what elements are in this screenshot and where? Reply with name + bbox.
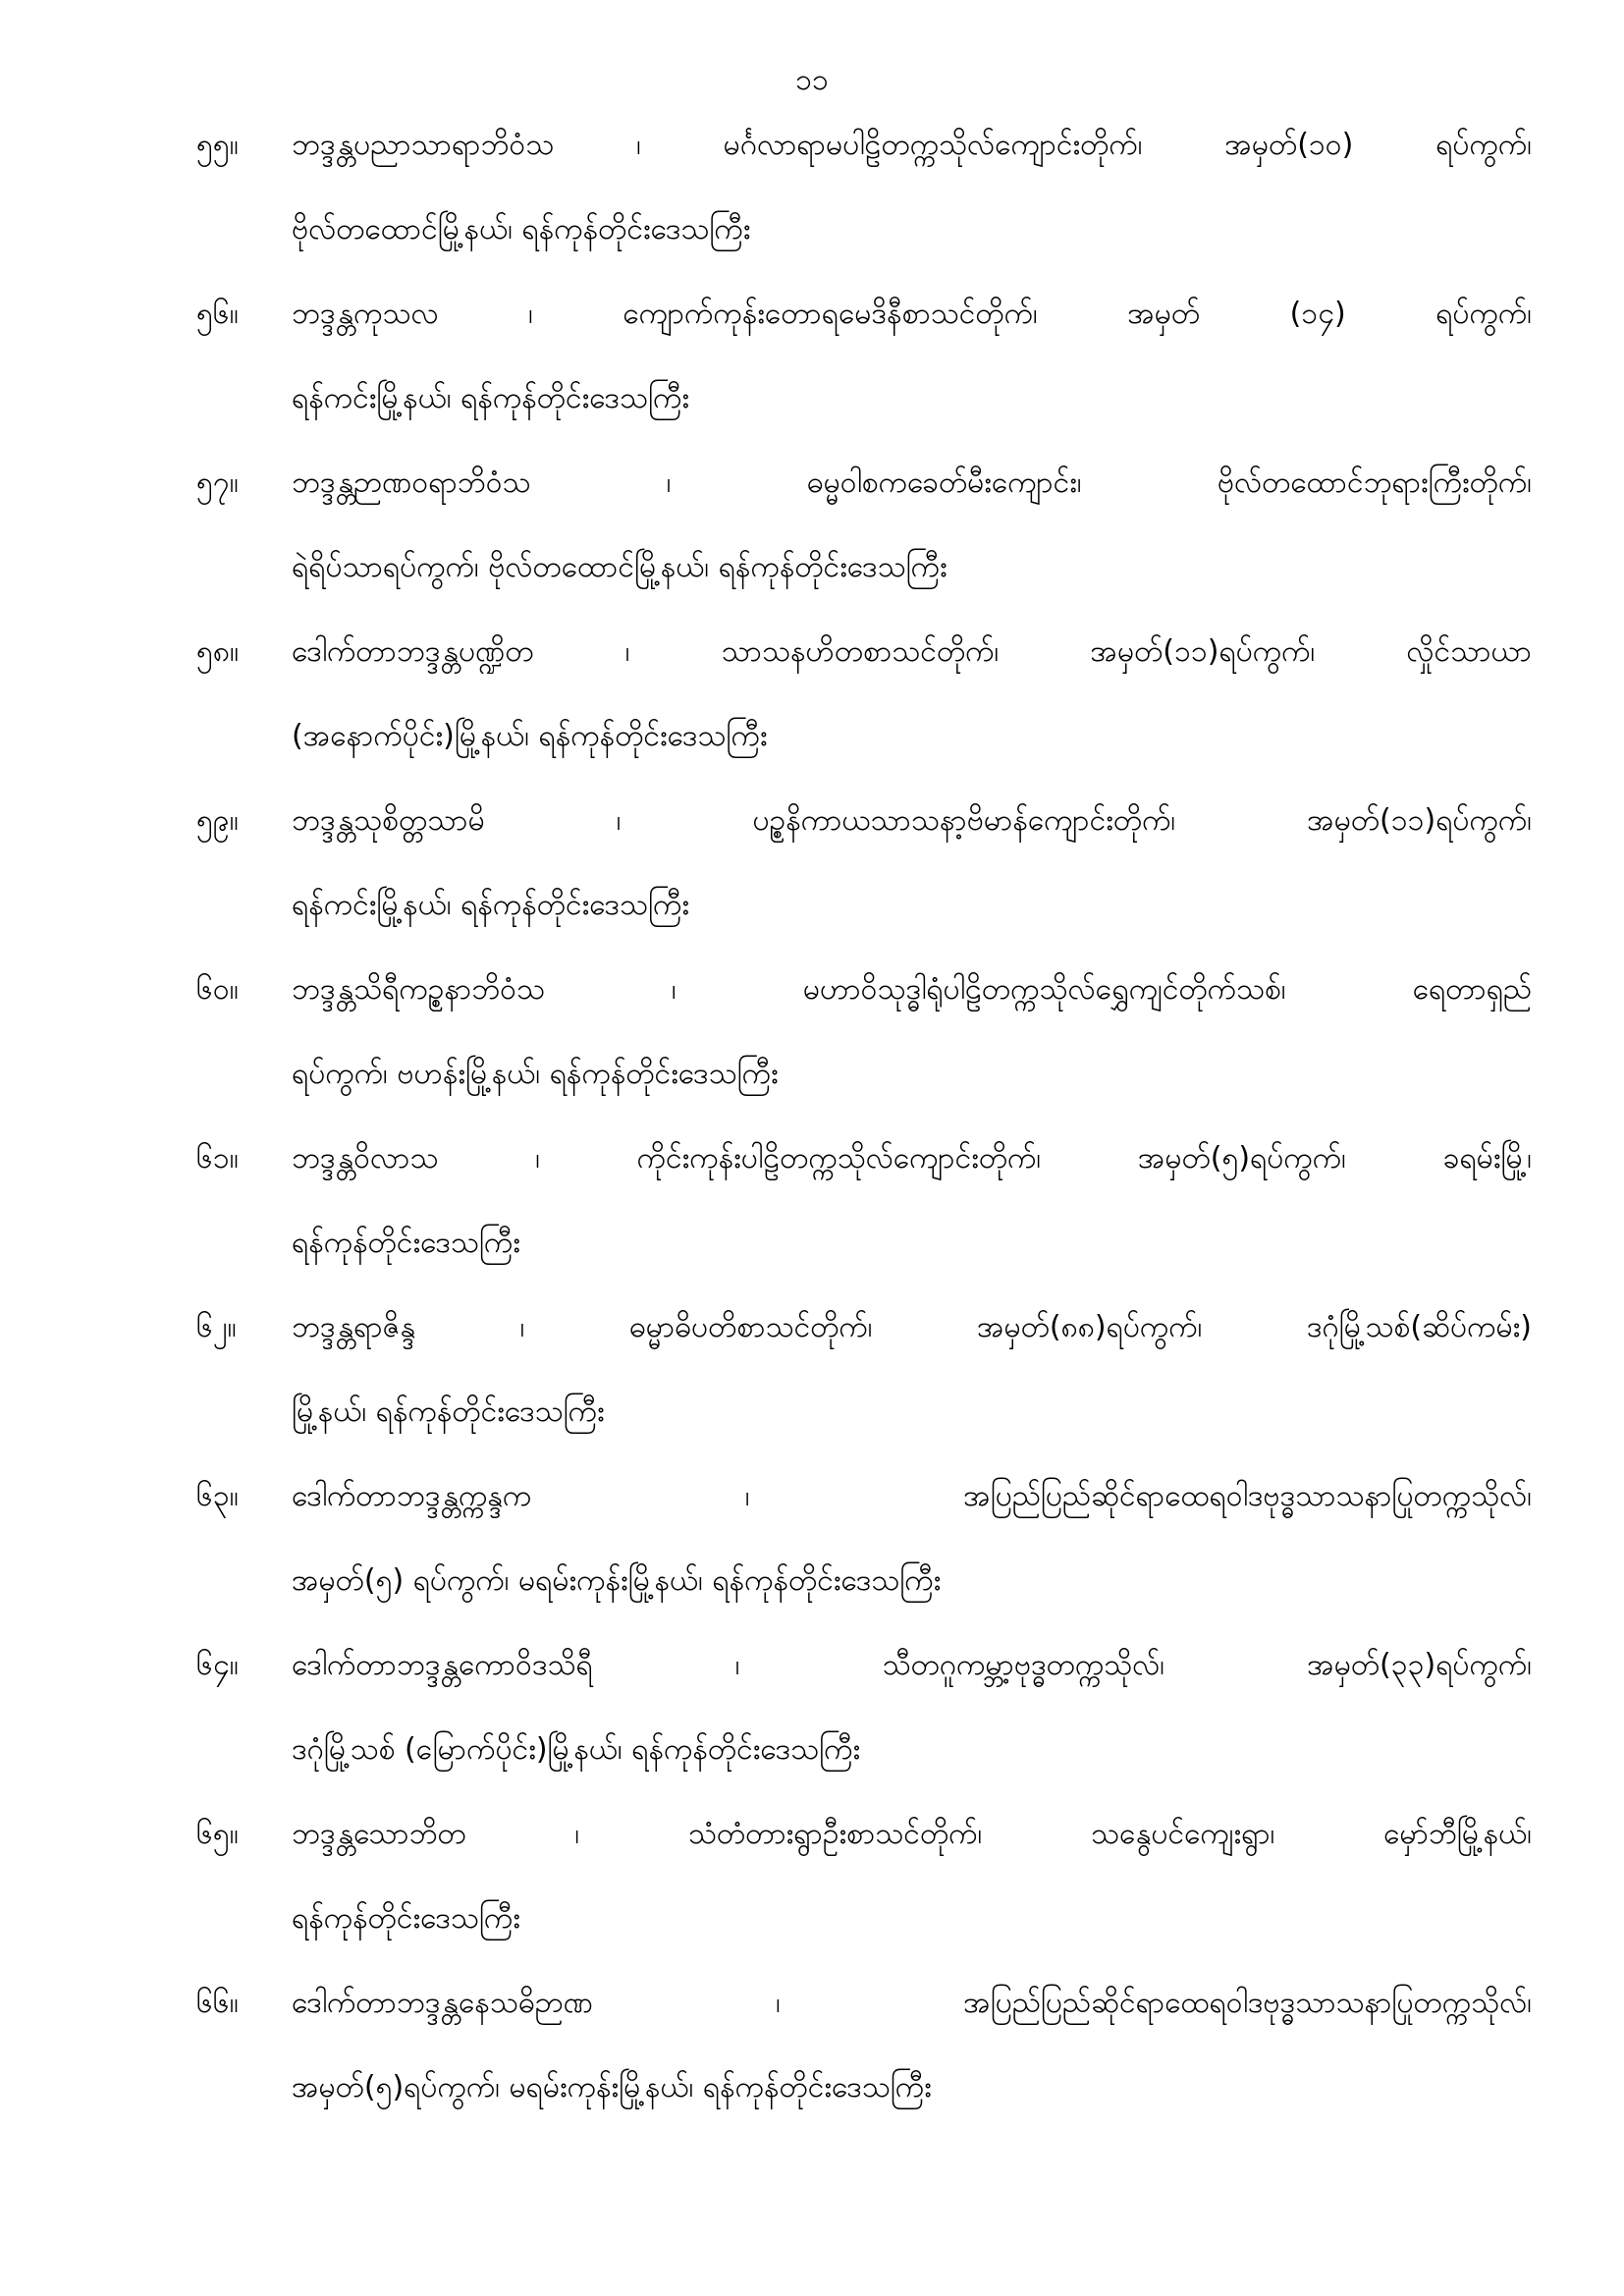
list-item xyxy=(0,955,1624,1123)
entry-name-address: ဘဒ္ဒန္တရာဇိန္ဒ ၊ ဓမ္မာဓိပတိစာသင်တိုက်၊ အမှတ်(၈၈)ရပ်ကွက်၊ ဒဂုံမြို့သစ်(ဆိပ်ကမ်း) xyxy=(292,1310,1532,1344)
entry-location: ရပ်ကွက်၊ ဗဟန်းမြို့နယ်၊ ရန်ကုန်တိုင်းဒေသကြီး xyxy=(292,1057,779,1091)
entry-number: ၅၅။ xyxy=(196,128,239,162)
list-item xyxy=(0,1968,1624,2137)
list-item xyxy=(0,448,1624,617)
entry-number: ၅၉။ xyxy=(196,803,239,838)
entry-number: ၅၇။ xyxy=(196,465,239,500)
list-item xyxy=(0,617,1624,786)
entry-number: ၆၆။ xyxy=(196,1986,239,2020)
entry-name-address: ဘဒ္ဒန္တဝိလာသ ၊ ကိုင်းကုန်းပါဠိတက္ကသိုလ်ကျောင်းတိုက်၊ အမှတ်(၅)ရပ်ကွက်၊ ခရမ်းမြို့၊ xyxy=(292,1141,1532,1175)
entry-number: ၆၂။ xyxy=(196,1310,237,1344)
list-item xyxy=(0,1292,1624,1461)
entry-number: ၆၁။ xyxy=(196,1141,239,1175)
entry-location: မြို့နယ်၊ ရန်ကုန်တိုင်းဒေသကြီး xyxy=(292,1394,605,1429)
entry-name-address: ဘဒ္ဒန္တဉာဏဝရာဘိဝံသ ၊ ဓမ္မဝါစကခေတ်မီးကျောင်း၊ ဗိုလ်တထောင်ဘုရားကြီးတိုက်၊ xyxy=(292,465,1532,500)
list-item xyxy=(0,786,1624,955)
entry-location: အမှတ်(၅)ရပ်ကွက်၊ မရမ်းကုန်းမြို့နယ်၊ ရန်ကုန်တိုင်းဒေသကြီး xyxy=(292,2070,932,2105)
entry-location: ဒဂုံမြို့သစ် (မြောက်ပိုင်း)မြို့နယ်၊ ရန်ကုန်တိုင်းဒေသကြီး xyxy=(292,1732,861,1767)
entry-location: အမှတ်(၅) ရပ်ကွက်၊ မရမ်းကုန်းမြို့နယ်၊ ရန်ကုန်တိုင်းဒေသကြီး xyxy=(292,1563,942,1598)
list-item xyxy=(0,1630,1624,1799)
entry-name-address: ဒေါက်တာဘဒ္ဒန္တက္ကန္ဒက ၊ အပြည်ပြည်ဆိုင်ရာထေရဝါဒဗုဒ္ဓသာသနာပြုတက္ကသိုလ်၊ xyxy=(292,1479,1532,1513)
entry-location: ဗိုလ်တထောင်မြို့နယ်၊ ရန်ကုန်တိုင်းဒေသကြီး xyxy=(292,212,751,246)
entry-number: ၅၆။ xyxy=(196,297,239,331)
entry-name-address: ဘဒ္ဒန္တသောဘိတ ၊ သံတံတားရွာဦးစာသင်တိုက်၊ သနွေပင်ကျေးရွာ၊ မှော်ဘီမြို့နယ်၊ xyxy=(292,1817,1532,1851)
entry-number: ၆၀။ xyxy=(196,972,239,1007)
entry-number: ၆၅။ xyxy=(196,1817,239,1851)
entry-name-address: ဒေါက်တာဘဒ္ဒန္တကောဝိဒသိရီ ၊ သီတဂူကမ္ဘာ့ဗုဒ္ဓတက္ကသိုလ်၊ အမှတ်(၃၃)ရပ်ကွက်၊ xyxy=(292,1648,1532,1682)
list-item xyxy=(0,110,1624,279)
list-item xyxy=(0,1123,1624,1292)
list-item xyxy=(0,1461,1624,1630)
entry-name-address: ဒေါက်တာဘဒ္ဒန္တနေသဓိဉာဏ ၊ အပြည်ပြည်ဆိုင်ရာထေရဝါဒဗုဒ္ဓသာသနာပြုတက္ကသိုလ်၊ xyxy=(292,1986,1532,2020)
entry-name-address: ဘဒ္ဒန္တကုသလ ၊ ကျောက်ကုန်းတောရမေဒိနီစာသင်တိုက်၊ အမှတ် (၁၄) ရပ်ကွက်၊ xyxy=(292,297,1532,331)
entry-name-address: ဘဒ္ဒန္တပညာသာရာဘိဝံသ ၊ မင်္ဂလာရာမပါဠိတက္ကသိုလ်ကျောင်းတိုက်၊ အမှတ်(၁၀) ရပ်ကွက်၊ xyxy=(292,128,1532,162)
entry-location: (အနောက်ပိုင်း)မြို့နယ်၊ ရန်ကုန်တိုင်းဒေသကြီး xyxy=(292,719,768,753)
entry-name-address: ဘဒ္ဒန္တသိရီကဥ္စနာဘိဝံသ ၊ မဟာဝိသုဒ္ဓါရုံပါဠိတက္ကသိုလ်ရွှေကျင်တိုက်သစ်၊ ရေတာရှည် xyxy=(292,972,1532,1007)
page-number: ၁၁ xyxy=(795,63,829,97)
entry-location: ရန်ကင်းမြို့နယ်၊ ရန်ကုန်တိုင်းဒေသကြီး xyxy=(292,381,689,415)
entry-list xyxy=(0,110,1624,2137)
list-item xyxy=(0,1799,1624,1968)
entry-location: ရဲရိပ်သာရပ်ကွက်၊ ဗိုလ်တထောင်မြို့နယ်၊ ရန်ကုန်တိုင်းဒေသကြီး xyxy=(292,550,947,584)
list-item xyxy=(0,279,1624,448)
entry-location: ရန်ကုန်တိုင်းဒေသကြီး xyxy=(292,1901,520,1936)
entry-location: ရန်ကင်းမြို့နယ်၊ ရန်ကုန်တိုင်းဒေသကြီး xyxy=(292,888,689,922)
entry-number: ၆၄။ xyxy=(196,1648,239,1682)
entry-location: ရန်ကုန်တိုင်းဒေသကြီး xyxy=(292,1226,520,1260)
entry-name-address: ဘဒ္ဒန္တသုစိတ္တသာမိ ၊ ပဥ္စနိကာယသာသနာ့ဗိမာန်ကျောင်းတိုက်၊ အမှတ်(၁၁)ရပ်ကွက်၊ xyxy=(292,803,1532,838)
entry-number: ၆၃။ xyxy=(196,1479,239,1513)
entry-number: ၅၈။ xyxy=(196,634,240,669)
entry-name-address: ဒေါက်တာဘဒ္ဒန္တပဏ္ဍိတ ၊ သာသနဟိတစာသင်တိုက်၊ အမှတ်(၁၁)ရပ်ကွက်၊ လှိုင်သာယာ xyxy=(292,634,1532,669)
